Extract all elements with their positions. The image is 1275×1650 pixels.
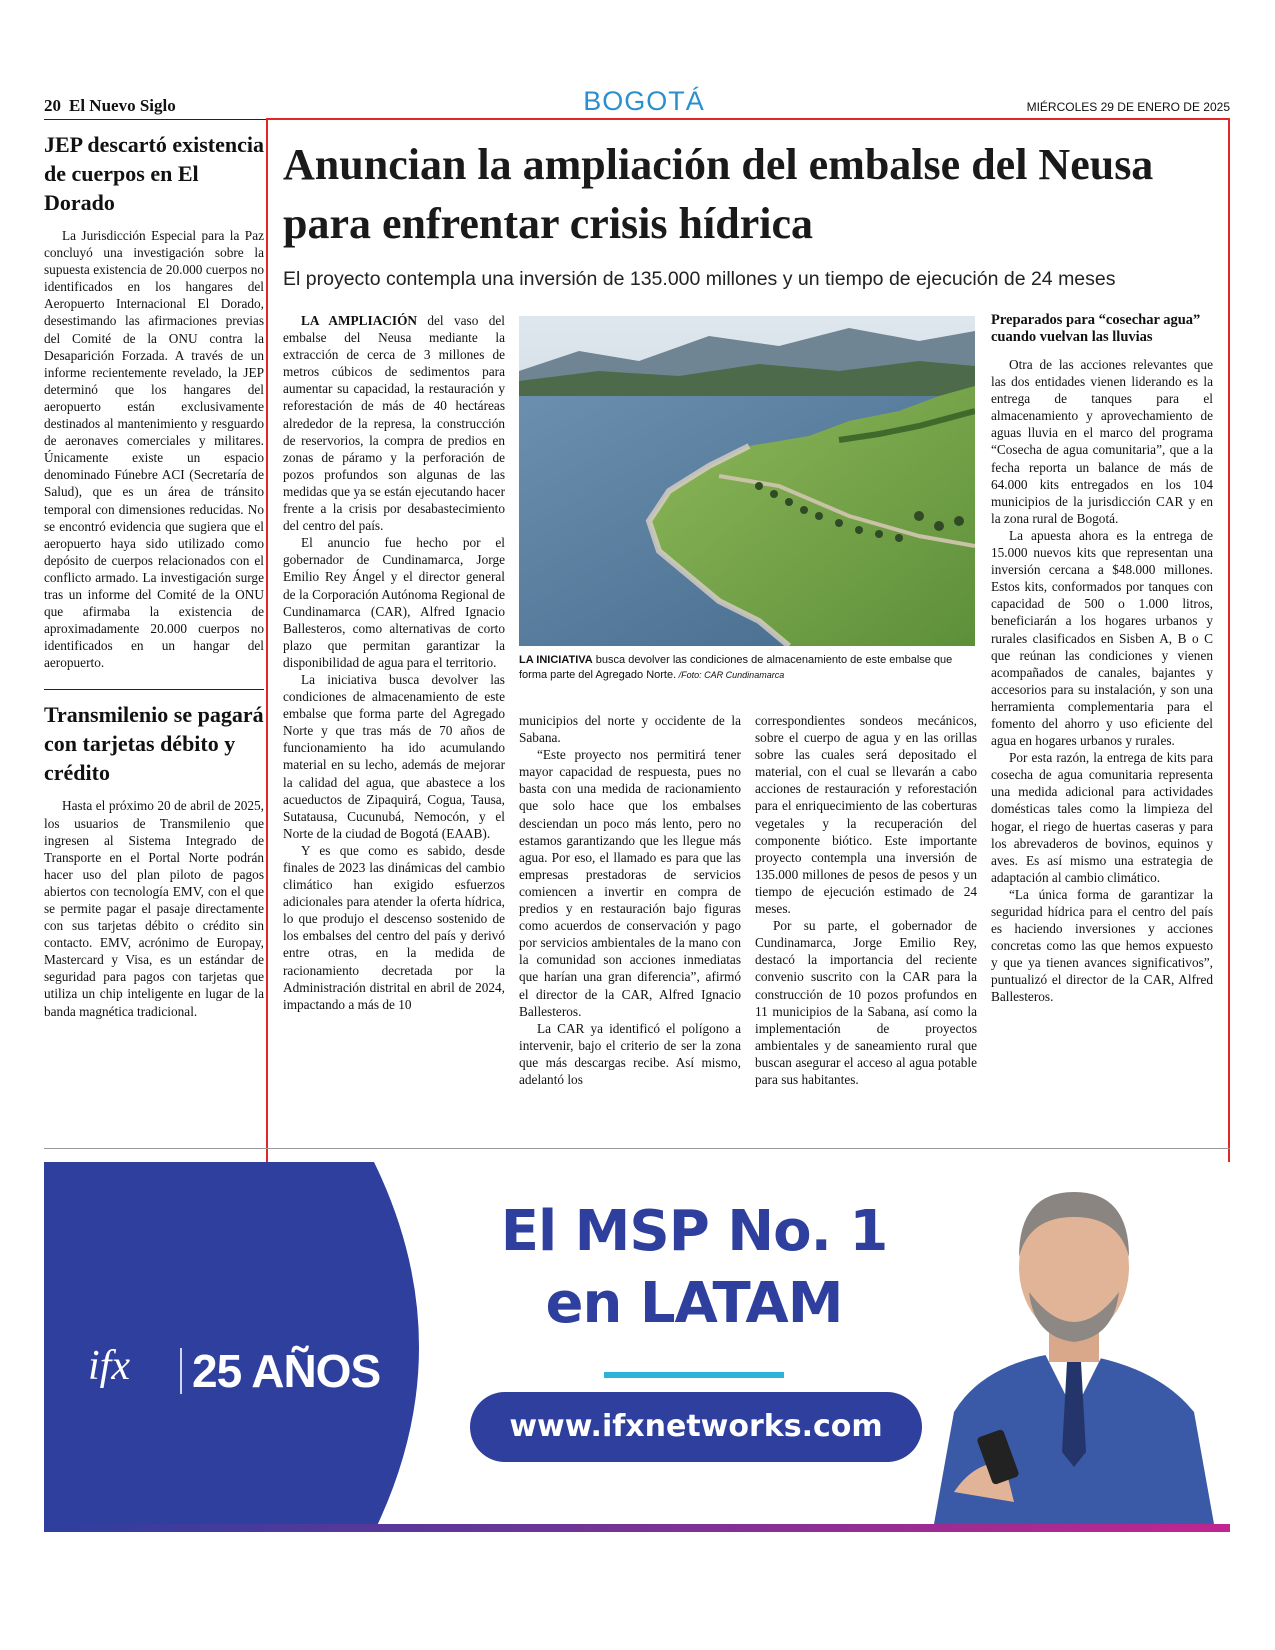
column-subheading: Preparados para “cosechar agua” cuando vuelvan las lluvias	[991, 312, 1201, 345]
article-column-4	[991, 312, 1213, 1006]
paragraph: Por esta razón, la entrega de kits para cosecha de agua comunitaria representa una medida adicional para actividades domésticas tales como la limpieza del hogar, el riego de huertas caseras y para los abrevaderos de bovinos, equinos y aves. Es así mismo una estrategia de adaptación al cambio climático.	[991, 750, 1213, 885]
page-number: 20	[44, 96, 61, 115]
photo-credit: /Foto: CAR Cundinamarca	[676, 670, 785, 680]
paragraph: Por su parte, el gobernador de Cundinamarca, Jorge Emilio Rey, destacó la importancia del reciente convenio suscrito con la CAR para la construcción de 10 pozos profundos en 11 municipios de la Sabana, así como la implementación de proyectos ambientales y de saneamiento rural que buscan asegurar el acceso al agua potable para sus habitantes.	[755, 918, 977, 1087]
sidebar	[44, 130, 264, 1020]
brief-headline-transmilenio: Transmilenio se pagará con tarjetas débito y crédito	[44, 702, 264, 786]
ifx-logo: ifx	[88, 1343, 130, 1389]
paragraph: La iniciativa busca devolver las condiciones de almacenamiento de este embalse que forma parte del Agregado Norte y que tras más de 70 años de funcionamiento ha ido acumulando material en su lecho, además de mejorar la calidad del agua, que abastece a los acueductos de Zipaquirá, Cogua, Tausa, Sutatausa, Cucunubá, Nemocón, y el Norte de la ciudad de Bogotá (EAAB).	[283, 671, 505, 841]
paragraph: LA AMPLIACIÓN del vaso del embalse del Neusa mediante la extracción de cerca de 3 millones de metros cúbicos de sedimentos para aumentar su capacidad, la restauración y reforestación de más de 40 hectáreas alrededor de la represa, la construcción de reservorios, la compra de predios en zonas de páramo y la perforación de pozos profundos son algunas de las medidas que ya se están ejecutando hacer frente a la crisis por desabastecimiento del centro del país.	[283, 313, 505, 534]
paragraph: “La única forma de garantizar la seguridad hídrica para el centro del país es haciendo inversiones y acciones concretas como las que hemos expuesto y que ya tienen avances significativos”, puntualizó el director de la CAR, Alfred Ballesteros.	[991, 886, 1213, 1005]
paragraph: Otra de las acciones relevantes que las dos entidades vienen liderando es la entrega de tanques para el almacenamiento y aprovechamiento de aguas lluvia en el marco del programa “Cosecha de agua comunitaria”, que a la fecha reporta un balance de más de 64.000 kits entregados en los 104 municipios de la jurisdicción CAR y en la zona rural de Bogotá.	[991, 357, 1213, 526]
ad-title-line1: El MSP No. 1	[500, 1199, 888, 1264]
article-column-2	[519, 712, 741, 1088]
paragraph: La CAR ya identificó el polígono a intervenir, bajo el criterio de ser la zona que más descargas recibe. Así mismo, adelantó los	[519, 1020, 741, 1087]
brief-headline-jep: JEP descartó existencia de cuerpos en El Dorado	[44, 132, 264, 215]
ifx-advertisement[interactable]	[44, 1162, 1230, 1532]
article-column-1	[283, 312, 505, 1013]
anniversary-badge: 25 AÑOS	[192, 1345, 381, 1397]
paragraph: El anuncio fue hecho por el gobernador de Cundinamarca, Jorge Emilio Rey Ángel y el director general de la Corporación Autónoma Regional de Cundinamarca (CAR), Alfred Ignacio Ballesteros, como alternativas de corto plazo que permitan garantizar la disponibilidad de agua para el territorio.	[283, 535, 505, 670]
photo-caption	[519, 653, 975, 683]
paragraph: “Este proyecto nos permitirá tener mayor capacidad de respuesta, pues no basta con una medida de racionamiento que solo hace que los embalses desciendan un poco más lento, pero no estamos garantizando que les llegue más agua. Por eso, el llamado es para que las empresas prestadoras de servicios comiencen a invertir en compra de predios y en restauración bajo figuras como acuerdos de conservación y pago por servicios ambientales de la mano con la comunidad son acciones inmediatas que harían una gran diferencia”, afirmó el director de la CAR, Alfred Ignacio Ballesteros.	[519, 747, 741, 1019]
ad-accent-line	[604, 1372, 784, 1378]
businessman-illustration	[914, 1162, 1230, 1524]
caption-lead: LA INICIATIVA	[519, 654, 593, 666]
issue-date: MIÉRCOLES 29 DE ENERO DE 2025	[1026, 100, 1230, 114]
section-title: BOGOTÁ	[583, 86, 705, 116]
paragraph: correspondientes sondeos mecánicos, sobre el cuerpo de agua y en las orillas sobre las cuales será depositado el material, con el cual se llevarán a cabo acciones de restauración y reforestación para el enriquecimiento de las coberturas vegetales y la recuperación del componente biótico. Este importante proyecto contempla una inversión de 135.000 millones de pesos de pesos y un tiempo de ejecución estimado de 24 meses.	[755, 713, 977, 917]
paragraph: Y es que como es sabido, desde finales de 2023 las dinámicas del cambio climático han exigido esfuerzos adicionales para atender la oferta hídrica, lo que produjo el descenso sostenido de los embalses del centro del país y derivó entre otras, en la medida de racionamiento decretada por la Administración distrital en abril de 2024, impactando a más de 10	[283, 842, 505, 1012]
ad-gradient-bar	[44, 1524, 1230, 1532]
brief-body-transmilenio: Hasta el próximo 20 de abril de 2025, los usuarios de Transmilenio que ingresen al Sistema Integrado de Transporte en el Portal Norte podrán hacer uso del plan piloto de pagos abiertos con tecnología EMV, con el que se permite pagar el pasaje directamente con sus tarjetas débito o crédito sin contacto. EMV, acrónimo de Europay, Mastercard y Visa, es un estándar de seguridad para pagos con tarjetas que utiliza un chip inteligente en lugar de la banda magnética tradicional.	[44, 798, 264, 1019]
reservoir-photo-illustration	[519, 316, 975, 646]
ad-title-line2: en LATAM	[545, 1271, 843, 1336]
reservoir-photo	[519, 316, 975, 646]
paragraph: La apuesta ahora es la entrega de 15.000 nuevos kits que representan una inversión cercana a $48.000 millones. Estos kits, conformados por tanques con capacidad de 500 o 1.000 litros, beneficiarán a los hogares urbanos y rurales clasificados en Sisben A, B o C que reúnan las condiciones y vienen acompañados de canales, bajantes y accesorios para su instalación, y son una herramienta complementaria para el fomento del ahorro y uso eficiente del agua en hogares urbanos y rurales.	[991, 527, 1213, 749]
lead-word: LA AMPLIACIÓN	[301, 313, 418, 328]
article-headline: Anuncian la ampliación del embalse del Neusa para enfrentar crisis hídrica	[283, 140, 1154, 248]
caption-text: busca devolver las condiciones de almacenamiento de este embalse que forma parte del Agregado Norte.	[519, 654, 953, 681]
brief-divider	[44, 689, 264, 690]
brief-body-jep: La Jurisdicción Especial para la Paz concluyó una investigación sobre la supuesta existencia de 20.000 cuerpos no identificados en los hangares del Aeropuerto Internacional El Dorado, desestimando las afirmaciones previas del Comité de la ONU contra la Desaparición Forzada. A través de un informe recientemente revelado, la JEP determinó que los hangares del aeropuerto están exclusivamente destinados al mantenimiento y resguardo de aeronaves comerciales y militares. Únicamente existe un espacio denominado Fúnebre ACI (Secretaría de Salud), que es un área de tránsito temporal con dimensiones reducidas. No se encontró evidencia que sugiera que el aeropuerto haya sido utilizado como depósito de cuerpos relacionados con el conflicto armado. La investigación surge tras un informe del Comité de la ONU que afirmaba la existencia de aproximadamente 20.000 cuerpos no identificados en un hangar del aeropuerto.	[44, 228, 264, 671]
logo-separator	[180, 1348, 182, 1394]
ad-divider	[44, 1148, 1230, 1149]
ad-url-button[interactable]: www.ifxnetworks.com	[470, 1392, 922, 1462]
article-subhead: El proyecto contempla una inversión de 135.000 millones y un tiempo de ejecución de 24 meses	[283, 268, 1116, 290]
paper-name: El Nuevo Siglo	[69, 96, 176, 115]
masthead	[44, 86, 1230, 120]
paragraph: municipios del norte y occidente de la Sabana.	[519, 713, 741, 746]
masthead-left	[44, 96, 176, 116]
article-column-3	[755, 712, 977, 1088]
ad-title	[474, 1196, 914, 1340]
